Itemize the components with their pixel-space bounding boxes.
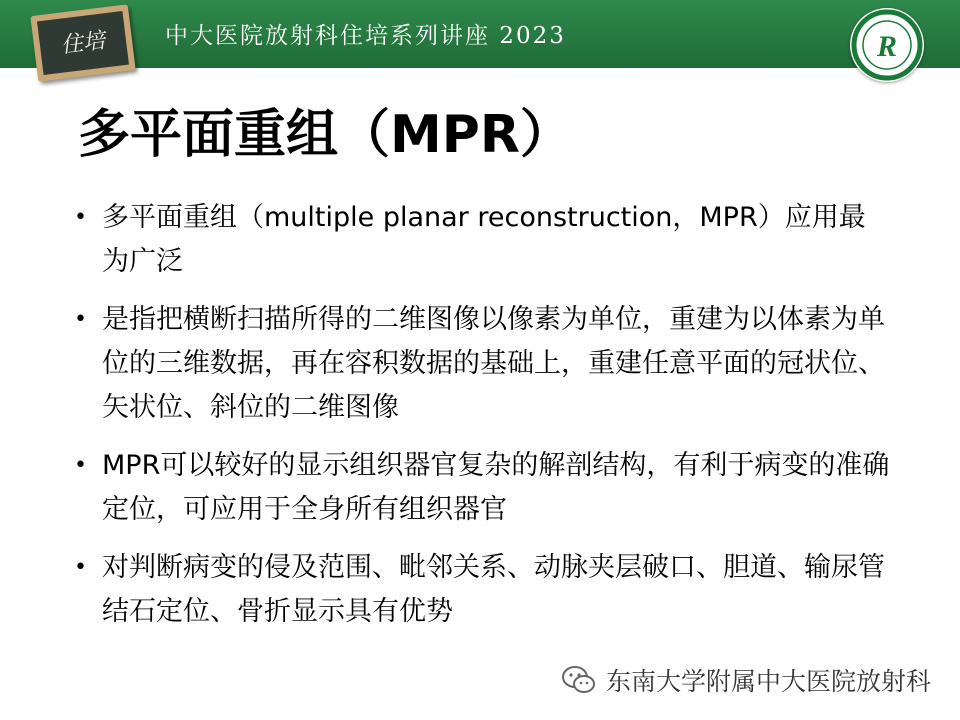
logo-letter: R	[876, 30, 898, 63]
bullet-item	[70, 298, 890, 430]
header-bar	[0, 0, 960, 68]
header-title: 中大医院放射科住培系列讲座 2023	[165, 23, 566, 49]
bullet-list	[70, 196, 890, 648]
bullet-dot: •	[74, 453, 87, 478]
bullet-item	[70, 196, 890, 284]
bullet-dot: •	[74, 307, 87, 332]
bullet-text: 是指把横断扫描所得的二维图像以像素为单位，重建为以体素为单位的三维数据，再在容积数据的基础上，重建任意平面的冠状位、矢状位、斜位的二维图像	[102, 304, 885, 423]
watermark	[560, 660, 931, 700]
slide-title: 多平面重组（MPR）	[78, 105, 572, 165]
bullet-dot: •	[74, 205, 87, 230]
wechat-icon	[560, 663, 598, 697]
hospital-logo	[850, 8, 924, 82]
bullet-dot: •	[74, 555, 87, 580]
bullet-text: 对判断病变的侵及范围、毗邻关系、动脉夹层破口、胆道、输尿管结石定位、骨折显示具有优势	[102, 552, 885, 627]
bullet-item	[70, 546, 890, 634]
bullet-text: 多平面重组（multiple planar reconstruction，MPR）应用最为广泛	[102, 202, 866, 277]
bullet-text: MPR可以较好的显示组织器官复杂的解剖结构，有利于病变的准确定位，可应用于全身所有组织器官	[102, 450, 890, 525]
badge-text: 住培	[59, 28, 107, 59]
chalkboard-badge	[30, 4, 135, 81]
watermark-text: 东南大学附属中大医院放射科	[606, 667, 932, 696]
bullet-item	[70, 444, 890, 532]
